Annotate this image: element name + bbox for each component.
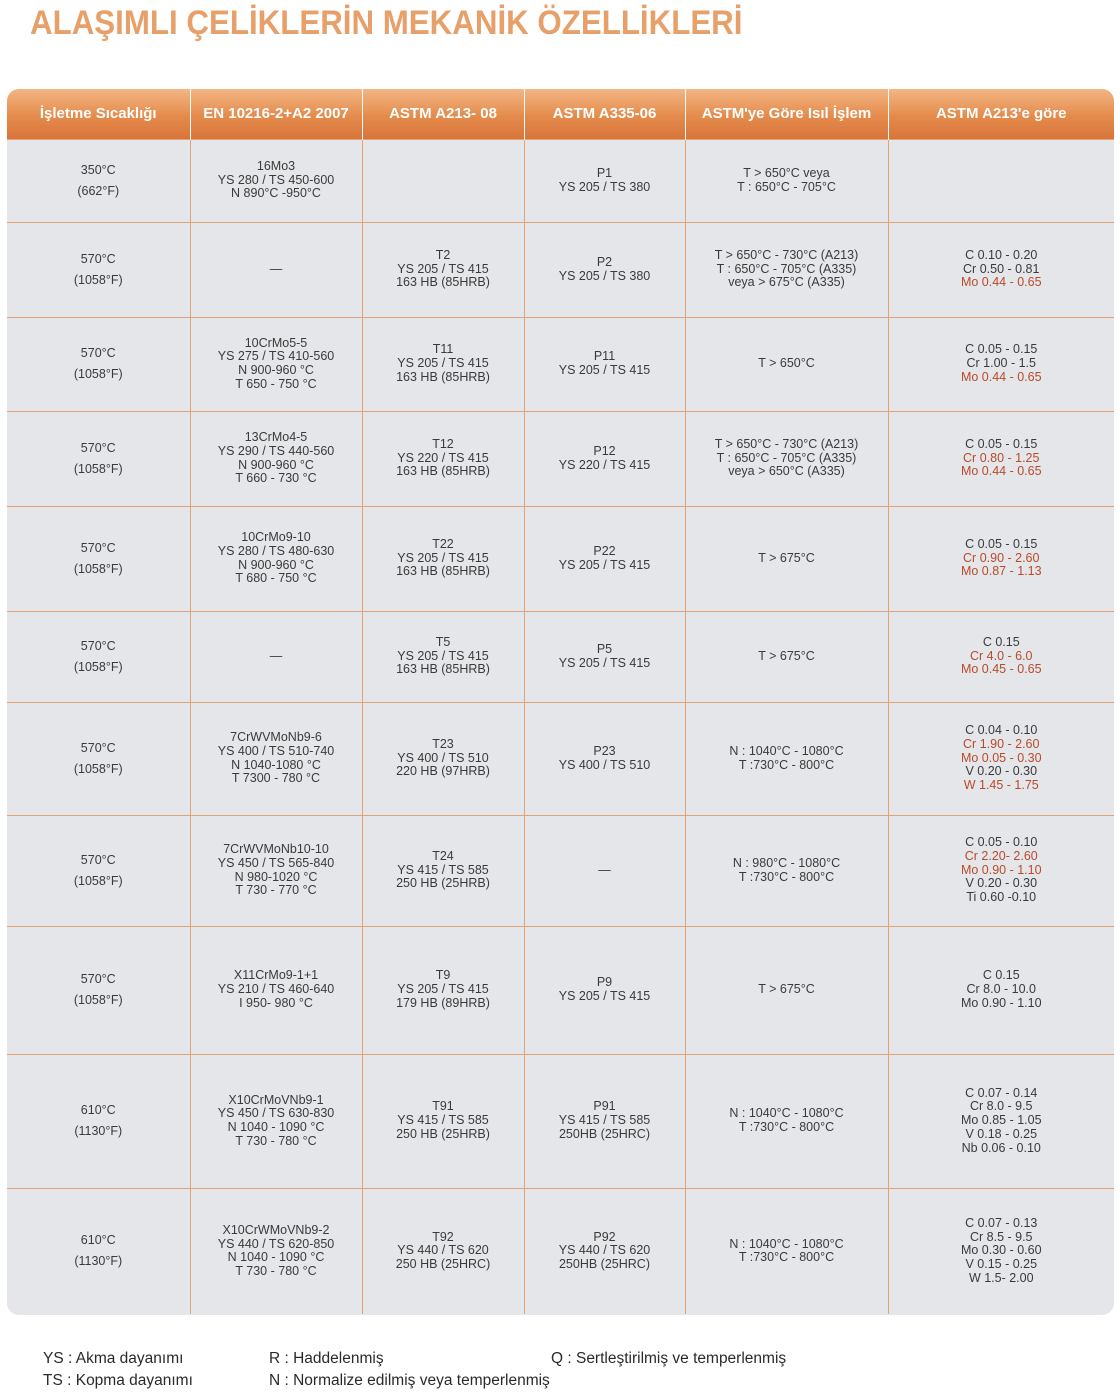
cell-line: Cr 0.80 - 1.25 <box>963 450 1040 465</box>
cell-line: T22 <box>432 536 454 551</box>
cell-line: 250 HB (25HRB) <box>396 876 490 891</box>
legend-q: Q : Sertleştirilmiş ve temperlenmiş <box>551 1350 787 1367</box>
cell-line: T 650 - 750 °C <box>235 376 317 391</box>
cell-line: YS 400 / TS 510 <box>558 757 651 772</box>
cell-line: N 900-960 °C <box>238 457 314 472</box>
cell-line: YS 280 / TS 450-600 <box>217 172 335 187</box>
cell-line: veya > 650°C (A335) <box>728 464 845 479</box>
cell-line: C 0.05 - 0.10 <box>965 835 1038 850</box>
cell-line: Cr 1.90 - 2.60 <box>963 736 1040 751</box>
cell-line: 10CrMo5-5 <box>244 335 308 350</box>
astm-a335-cell <box>524 1188 685 1314</box>
cell-line: (1130°F) <box>74 1124 123 1138</box>
composition-cell <box>888 139 1114 222</box>
cell-line: T 730 - 770 °C <box>235 883 317 898</box>
cell-line: (1130°F) <box>74 1254 123 1269</box>
cell-line: T12 <box>432 436 454 451</box>
cell-line: T91 <box>432 1099 454 1114</box>
cell-line: N 900-960 °C <box>238 363 314 377</box>
cell-line: Mo 0.90 - 1.10 <box>960 862 1042 877</box>
cell-line: P5 <box>596 641 613 656</box>
cell-line: YS 415 / TS 585 <box>397 862 489 877</box>
heat-treatment-cell <box>685 815 888 926</box>
en-10216-cell <box>190 222 362 317</box>
composition-cell <box>888 926 1114 1054</box>
astm-a213-cell <box>362 926 524 1054</box>
table-row <box>7 317 1114 411</box>
astm-a335-cell <box>524 1054 685 1188</box>
column-header: ASTM A213- 08 <box>362 89 524 139</box>
table-header-row <box>7 89 1114 139</box>
cell-line: YS 220 / TS 415 <box>397 450 489 465</box>
astm-a213-cell <box>362 222 524 317</box>
en-10216-cell <box>190 926 362 1054</box>
cell-line: YS 400 / TS 510-740 <box>217 743 335 758</box>
astm-a213-cell <box>362 139 524 222</box>
heat-treatment-cell <box>685 317 888 411</box>
astm-a213-cell <box>362 506 524 611</box>
cell-line: YS 400 / TS 510 <box>397 750 489 765</box>
cell-line: T5 <box>435 634 451 649</box>
astm-a335-cell <box>524 815 685 926</box>
cell-line: 610°C <box>80 1103 116 1117</box>
cell-line: Mo 0.45 - 0.65 <box>960 662 1042 677</box>
table-row <box>7 411 1114 506</box>
cell-line: YS 450 / TS 630-830 <box>217 1106 335 1121</box>
page-title: ALAŞIMLI ÇELİKLERİN MEKANİK ÖZELLİKLERİ <box>30 4 743 42</box>
cell-line: T > 650°C - 730°C (A213) <box>714 247 859 262</box>
cell-line: T 730 - 780 °C <box>235 1263 317 1278</box>
cell-line: T24 <box>432 848 454 863</box>
heat-treatment-cell <box>685 1188 888 1314</box>
cell-line: veya > 675°C (A335) <box>728 275 845 290</box>
cell-line: YS 205 / TS 415 <box>397 261 489 276</box>
legend-r: R : Haddelenmiş <box>269 1350 384 1367</box>
temperature-cell <box>7 815 190 926</box>
cell-line: T : 650°C - 705°C (A335) <box>716 450 857 465</box>
cell-line: Cr 8.0 - 9.5 <box>969 1099 1033 1114</box>
cell-line: YS 275 / TS 410-560 <box>217 349 335 364</box>
cell-line: YS 205 / TS 415 <box>558 363 651 377</box>
cell-line: I 950- 980 °C <box>239 995 313 1010</box>
cell-line: P11 <box>593 349 616 364</box>
cell-line: YS 205 / TS 415 <box>397 550 489 565</box>
astm-a213-cell <box>362 1188 524 1314</box>
temperature-cell <box>7 702 190 815</box>
cell-line: Mo 0.05 - 0.30 <box>960 750 1042 765</box>
table-row <box>7 506 1114 611</box>
en-10216-cell <box>190 506 362 611</box>
cell-line: T : 650°C - 705°C <box>737 179 836 194</box>
cell-line: T 7300 - 780 °C <box>231 771 321 786</box>
cell-line: Ti 0.60 -0.10 <box>966 890 1037 905</box>
cell-line: (1058°F) <box>73 761 123 776</box>
cell-line: P9 <box>596 975 613 990</box>
astm-a335-cell <box>524 506 685 611</box>
cell-line: 179 HB (89HRB) <box>396 995 490 1010</box>
cell-line: YS 415 / TS 585 <box>397 1113 489 1128</box>
table-row <box>7 611 1114 702</box>
cell-line: YS 205 / TS 415 <box>558 989 651 1003</box>
temperature-cell <box>7 506 190 611</box>
column-header: ASTM A213'e göre <box>888 89 1114 139</box>
cell-line: Cr 8.0 - 10.0 <box>966 982 1036 997</box>
cell-line: YS 440 / TS 620 <box>397 1243 489 1258</box>
cell-line: N : 1040°C - 1080°C <box>729 1236 844 1251</box>
table-row <box>7 1054 1114 1188</box>
composition-cell <box>888 411 1114 506</box>
cell-line: T :730°C - 800°C <box>738 1120 835 1134</box>
cell-line: T :730°C - 800°C <box>738 1250 835 1265</box>
cell-line: 570°C <box>80 440 116 455</box>
cell-line: T2 <box>435 247 451 262</box>
cell-line: N 1040 - 1090 °C <box>227 1250 325 1265</box>
cell-line: T23 <box>432 736 454 751</box>
cell-line: Cr 1.00 - 1.5 <box>966 356 1036 371</box>
cell-line: T > 675°C <box>758 648 815 663</box>
cell-line: X10CrMoVNb9-1 <box>228 1092 324 1107</box>
table-row <box>7 1188 1114 1314</box>
legend-n: N : Normalize edilmiş veya temperlenmiş <box>269 1372 550 1389</box>
cell-line: YS 440 / TS 620 <box>558 1243 651 1258</box>
cell-line: 16Mo3 <box>256 158 296 173</box>
cell-line: YS 280 / TS 480-630 <box>217 543 335 558</box>
cell-line: 570°C <box>80 740 116 755</box>
temperature-cell <box>7 926 190 1054</box>
cell-line: YS 205 / TS 415 <box>397 982 489 997</box>
table-row <box>7 926 1114 1054</box>
cell-line: W 1.45 - 1.75 <box>963 778 1039 793</box>
cell-line: N : 980°C - 1080°C <box>732 855 841 870</box>
en-10216-cell <box>190 411 362 506</box>
table-row <box>7 815 1114 926</box>
cell-line: P1 <box>596 165 613 180</box>
cell-line: (1058°F) <box>73 461 123 476</box>
cell-line: T : 650°C - 705°C (A335) <box>716 261 857 276</box>
composition-cell <box>888 222 1114 317</box>
cell-line: X10CrWMoVNb9-2 <box>222 1222 330 1237</box>
cell-line: 220 HB (97HRB) <box>396 764 490 779</box>
column-header: EN 10216-2+A2 2007 <box>190 89 362 139</box>
en-10216-cell <box>190 611 362 702</box>
cell-line: 610°C <box>80 1233 116 1248</box>
properties-table-container <box>7 89 1114 1315</box>
composition-cell <box>888 506 1114 611</box>
heat-treatment-cell <box>685 702 888 815</box>
cell-line: Mo 0.44 - 0.65 <box>960 369 1042 384</box>
cell-line: 7CrWVMoNb9-6 <box>230 730 322 745</box>
cell-line: T > 650°C - 730°C (A213) <box>714 436 859 451</box>
cell-line: N : 1040°C - 1080°C <box>729 1106 844 1121</box>
cell-line: Mo 0.90 - 1.10 <box>960 995 1042 1010</box>
astm-a335-cell <box>524 139 685 222</box>
cell-line: (662°F) <box>77 183 120 198</box>
cell-line: 13CrMo4-5 <box>244 430 308 445</box>
cell-line: C 0.07 - 0.14 <box>965 1085 1038 1100</box>
cell-line: N : 1040°C - 1080°C <box>729 743 844 758</box>
cell-line: (1058°F) <box>73 367 123 381</box>
table-row <box>7 702 1114 815</box>
column-header: ASTM'ye Göre Isıl İşlem <box>685 89 888 139</box>
heat-treatment-cell <box>685 506 888 611</box>
temperature-cell <box>7 317 190 411</box>
cell-line: X11CrMo9-1+1 <box>233 968 319 983</box>
cell-line: Mo 0.44 - 0.65 <box>960 275 1042 290</box>
cell-line: Nb 0.06 - 0.10 <box>961 1140 1041 1155</box>
cell-line: (1058°F) <box>73 561 123 576</box>
cell-line: T > 650°C <box>758 356 815 371</box>
cell-line: 163 HB (85HRB) <box>396 662 490 677</box>
cell-line: V 0.20 - 0.30 <box>965 764 1038 779</box>
astm-a213-cell <box>362 411 524 506</box>
table-body <box>7 139 1114 1314</box>
cell-line: C 0.04 - 0.10 <box>965 723 1038 738</box>
cell-line: YS 440 / TS 620-850 <box>217 1236 335 1251</box>
cell-line: V 0.18 - 0.25 <box>965 1126 1038 1141</box>
cell-line: YS 205 / TS 415 <box>397 356 489 371</box>
en-10216-cell <box>190 317 362 411</box>
cell-line: YS 205 / TS 380 <box>558 268 651 283</box>
cell-line: 163 HB (85HRB) <box>396 564 490 579</box>
temperature-cell <box>7 139 190 222</box>
en-10216-cell <box>190 702 362 815</box>
cell-line: C 0.05 - 0.15 <box>965 436 1038 451</box>
astm-a335-cell <box>524 222 685 317</box>
cell-line: 570°C <box>80 852 116 867</box>
cell-line: 250 HB (25HRC) <box>395 1257 491 1272</box>
temperature-cell <box>7 1054 190 1188</box>
en-10216-cell <box>190 1054 362 1188</box>
composition-cell <box>888 702 1114 815</box>
cell-line: T9 <box>435 968 451 983</box>
composition-cell <box>888 1054 1114 1188</box>
cell-line: 163 HB (85HRB) <box>396 464 490 479</box>
cell-line: P22 <box>593 543 616 558</box>
cell-line: V 0.15 - 0.25 <box>965 1257 1038 1272</box>
composition-cell <box>888 317 1114 411</box>
cell-line: — <box>269 648 283 663</box>
cell-line: — <box>598 862 611 877</box>
cell-line: P91 <box>593 1099 616 1114</box>
heat-treatment-cell <box>685 1054 888 1188</box>
en-10216-cell <box>190 139 362 222</box>
cell-line: C 0.15 <box>982 634 1020 649</box>
cell-line: 163 HB (85HRB) <box>396 369 490 384</box>
heat-treatment-cell <box>685 222 888 317</box>
cell-line: Cr 0.50 - 0.81 <box>963 261 1040 276</box>
astm-a335-cell <box>524 411 685 506</box>
en-10216-cell <box>190 1188 362 1314</box>
cell-line: N 980-1020 °C <box>234 869 318 884</box>
astm-a335-cell <box>524 317 685 411</box>
temperature-cell <box>7 411 190 506</box>
legend-ys: YS : Akma dayanımı <box>43 1350 184 1367</box>
cell-line: YS 210 / TS 460-640 <box>217 982 335 997</box>
cell-line: Mo 0.30 - 0.60 <box>960 1243 1042 1258</box>
cell-line: YS 450 / TS 565-840 <box>217 855 335 870</box>
table-row <box>7 139 1114 222</box>
cell-line: P23 <box>593 743 616 758</box>
heat-treatment-cell <box>685 611 888 702</box>
cell-line: C 0.15 <box>982 968 1020 983</box>
cell-line: C 0.05 - 0.15 <box>965 536 1038 551</box>
cell-line: C 0.05 - 0.15 <box>965 342 1038 357</box>
cell-line: YS 205 / TS 415 <box>558 557 651 572</box>
cell-line: 570°C <box>80 972 116 986</box>
composition-cell <box>888 1188 1114 1314</box>
composition-cell <box>888 611 1114 702</box>
temperature-cell <box>7 222 190 317</box>
cell-line: T 680 - 750 °C <box>235 571 317 586</box>
astm-a213-cell <box>362 1054 524 1188</box>
cell-line: N 1040 - 1090 °C <box>227 1120 325 1134</box>
cell-line: T 660 - 730 °C <box>235 471 317 486</box>
cell-line: N 1040-1080 °C <box>231 757 321 772</box>
legend-ts: TS : Kopma dayanımı <box>43 1372 193 1389</box>
cell-line: N 900-960 °C <box>238 557 314 572</box>
cell-line: P12 <box>593 443 616 458</box>
cell-line: YS 205 / TS 380 <box>558 179 651 194</box>
cell-line: T 730 - 780 °C <box>235 1133 317 1148</box>
cell-line: Cr 4.0 - 6.0 <box>969 648 1033 663</box>
cell-line: 570°C <box>80 251 116 266</box>
astm-a213-cell <box>362 317 524 411</box>
cell-line: Cr 2.20- 2.60 <box>964 848 1038 863</box>
heat-treatment-cell <box>685 411 888 506</box>
cell-line: 570°C <box>80 346 116 360</box>
cell-line: (1058°F) <box>73 993 123 1007</box>
cell-line: T > 675°C <box>758 982 815 997</box>
cell-line: C 0.07 - 0.13 <box>965 1215 1038 1230</box>
cell-line: (1058°F) <box>73 659 123 674</box>
cell-line: Mo 0.44 - 0.65 <box>960 464 1042 479</box>
table-row <box>7 222 1114 317</box>
cell-line: P2 <box>596 254 613 269</box>
temperature-cell <box>7 1188 190 1314</box>
en-10216-cell <box>190 815 362 926</box>
cell-line: 250 HB (25HRB) <box>396 1126 490 1141</box>
cell-line: T :730°C - 800°C <box>738 869 835 884</box>
cell-line: Mo 0.87 - 1.13 <box>960 564 1042 579</box>
column-header: İşletme Sıcaklığı <box>7 89 190 139</box>
cell-line: T92 <box>432 1229 454 1244</box>
cell-line: T > 650°C veya <box>743 165 830 180</box>
cell-line: V 0.20 - 0.30 <box>965 876 1038 891</box>
column-header: ASTM A335-06 <box>524 89 685 139</box>
cell-line: P92 <box>593 1229 616 1244</box>
properties-table <box>7 89 1114 1314</box>
heat-treatment-cell <box>685 926 888 1054</box>
cell-line: (1058°F) <box>73 272 123 287</box>
cell-line: T :730°C - 800°C <box>738 757 835 772</box>
cell-line: T > 675°C <box>758 550 815 565</box>
astm-a335-cell <box>524 926 685 1054</box>
cell-line: 163 HB (85HRB) <box>396 275 490 290</box>
cell-line: Mo 0.85 - 1.05 <box>960 1113 1042 1128</box>
cell-line: YS 290 / TS 440-560 <box>217 443 335 458</box>
cell-line: Cr 8.5 - 9.5 <box>969 1229 1033 1244</box>
cell-line: YS 220 / TS 415 <box>558 457 651 472</box>
cell-line: YS 205 / TS 415 <box>397 648 489 663</box>
cell-line: T11 <box>432 342 454 357</box>
cell-line: 570°C <box>80 638 116 653</box>
heat-treatment-cell <box>685 139 888 222</box>
cell-line: C 0.10 - 0.20 <box>965 247 1038 262</box>
cell-line: Cr 0.90 - 2.60 <box>963 550 1040 565</box>
cell-line: 10CrMo9-10 <box>241 530 311 545</box>
cell-line: 350°C <box>80 162 116 177</box>
cell-line: N 890°C -950°C <box>231 186 321 201</box>
cell-line: YS 205 / TS 415 <box>558 655 651 670</box>
astm-a213-cell <box>362 815 524 926</box>
cell-line: 7CrWVMoNb10-10 <box>223 842 329 857</box>
cell-line: 250HB (25HRC) <box>558 1257 650 1272</box>
composition-cell <box>888 815 1114 926</box>
cell-line: 250HB (25HRC) <box>558 1126 650 1141</box>
cell-line: 570°C <box>80 540 116 555</box>
astm-a213-cell <box>362 702 524 815</box>
cell-line: — <box>269 261 283 276</box>
astm-a213-cell <box>362 611 524 702</box>
cell-line: YS 415 / TS 585 <box>558 1113 651 1128</box>
cell-line: (1058°F) <box>73 873 123 888</box>
cell-line: W 1.5- 2.00 <box>968 1270 1034 1285</box>
astm-a335-cell <box>524 611 685 702</box>
astm-a335-cell <box>524 702 685 815</box>
temperature-cell <box>7 611 190 702</box>
